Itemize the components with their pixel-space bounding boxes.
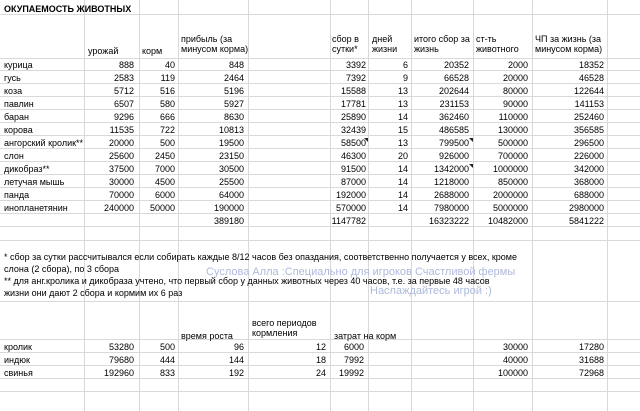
header-yield[interactable]: урожай	[88, 46, 119, 56]
row-gridline	[0, 70, 640, 71]
cell-per-day[interactable]: 25890	[340, 112, 366, 122]
cell-days[interactable]: 14	[397, 190, 408, 200]
cell-yield[interactable]: 192960	[103, 368, 134, 378]
cell-yield[interactable]: 2583	[113, 73, 134, 83]
cell-per-day[interactable]: 3392	[345, 60, 366, 70]
cell-yield[interactable]: 6507	[113, 99, 134, 109]
cell-periods[interactable]: 12	[315, 342, 326, 352]
row-gridline	[0, 187, 640, 188]
cell-per-day[interactable]: 15588	[340, 86, 366, 96]
cell-feed-cost[interactable]: 7992	[343, 355, 364, 365]
cell-profit[interactable]: 2464	[223, 73, 244, 83]
cell-animal[interactable]: баран	[4, 112, 29, 122]
cell-total[interactable]: 7980000	[433, 203, 469, 213]
total-net[interactable]: 5841222	[568, 216, 604, 226]
cell-per-day[interactable]: 570000	[335, 203, 366, 213]
cell-feed[interactable]: 119	[160, 73, 175, 83]
cell-days[interactable]: 14	[397, 112, 408, 122]
cell-per-day[interactable]: 7392	[345, 73, 366, 83]
header-days[interactable]: дней жизни	[372, 34, 398, 54]
cell-animal[interactable]: панда	[4, 190, 30, 200]
comment-indicator[interactable]	[364, 138, 368, 142]
cell-days[interactable]: 15	[397, 125, 408, 135]
cell-cost[interactable]: 90000	[502, 99, 528, 109]
cell-feed[interactable]: 444	[159, 355, 175, 365]
row-gridline	[0, 365, 640, 366]
cell-net[interactable]: 688000	[573, 190, 604, 200]
cell-feed[interactable]: 500	[159, 342, 175, 352]
cell-days[interactable]: 14	[397, 203, 408, 213]
cell-feed[interactable]: 4500	[154, 177, 175, 187]
cell-animal[interactable]: слон	[4, 151, 24, 161]
cell-yield[interactable]: 5712	[113, 86, 134, 96]
footnote-2-line-2[interactable]: жизни они дают 2 сбора и кормим их 6 раз	[4, 288, 183, 298]
header-feed[interactable]: корм	[142, 46, 163, 56]
total-per-day[interactable]: 1147782	[331, 216, 366, 226]
cell-days[interactable]: 13	[397, 138, 408, 148]
cell-net[interactable]: 141153	[574, 99, 604, 109]
cell-animal[interactable]: свинья	[4, 368, 33, 378]
cell-cost[interactable]: 100000	[497, 368, 528, 378]
cell-animal[interactable]: ангорский кролик**	[4, 138, 84, 148]
cell-total[interactable]: 2688000	[433, 190, 469, 200]
cell-grow-time[interactable]: 96	[233, 342, 244, 352]
cell-days[interactable]: 13	[397, 86, 408, 96]
cell-feed[interactable]: 500	[159, 138, 175, 148]
cell-feed[interactable]: 580	[159, 99, 175, 109]
cell-feed[interactable]: 2450	[154, 151, 175, 161]
row-gridline	[0, 200, 640, 201]
cell-net[interactable]: 18352	[578, 60, 604, 70]
row-gridline	[0, 339, 640, 340]
row-gridline	[0, 240, 640, 241]
cell-cost[interactable]: 130000	[497, 125, 528, 135]
cell-feed[interactable]: 6000	[154, 190, 175, 200]
cell-yield[interactable]: 888	[118, 60, 134, 70]
total-harvest[interactable]: 16323222	[428, 216, 469, 226]
cell-yield[interactable]: 30000	[108, 177, 134, 187]
cell-profit[interactable]: 64000	[218, 190, 244, 200]
cell-cost[interactable]: 500000	[497, 138, 528, 148]
cell-profit[interactable]: 25500	[218, 177, 244, 187]
cell-yield[interactable]: 25600	[108, 151, 134, 161]
cell-total[interactable]: 202644	[438, 86, 469, 96]
cell-net[interactable]: 368000	[573, 177, 604, 187]
cell-total[interactable]: 20352	[443, 60, 469, 70]
cell-profit[interactable]: 10813	[218, 125, 244, 135]
cell-yield[interactable]: 9296	[113, 112, 134, 122]
row-gridline	[0, 135, 640, 136]
cell-feed-cost[interactable]: 19992	[338, 368, 364, 378]
cell-total[interactable]: 486585	[438, 125, 469, 135]
row-gridline	[0, 96, 640, 97]
cell-per-day[interactable]: 58500	[340, 138, 366, 148]
cell-profit[interactable]: 848	[228, 60, 244, 70]
cell-profit[interactable]: 30500	[218, 164, 244, 174]
row-gridline	[0, 14, 640, 15]
cell-periods[interactable]: 24	[315, 368, 326, 378]
cell-cost[interactable]: 1000000	[492, 164, 528, 174]
sheet-title[interactable]: ОКУПАЕМОСТЬ ЖИВОТНЫХ	[4, 4, 132, 14]
cell-yield[interactable]: 37500	[108, 164, 134, 174]
cell-per-day[interactable]: 17781	[340, 99, 366, 109]
row-gridline	[0, 226, 640, 227]
cell-animal[interactable]: корова	[4, 125, 33, 135]
cell-yield[interactable]: 53280	[108, 342, 134, 352]
cell-net[interactable]: 122644	[573, 86, 604, 96]
cell-feed[interactable]: 722	[159, 125, 175, 135]
cell-animal[interactable]: кролик	[4, 342, 32, 352]
cell-net[interactable]: 252460	[573, 112, 604, 122]
cell-yield[interactable]: 70000	[108, 190, 134, 200]
cell-feed[interactable]: 50000	[149, 203, 175, 213]
header-feed-cost[interactable]: затрат на корм	[334, 331, 397, 341]
footnote-1-line-2[interactable]: слона (2 сбора), по 3 сбора	[4, 264, 120, 274]
comment-indicator[interactable]	[469, 138, 473, 142]
watermark-line-2: Наслаждайтесь игрой :)	[370, 285, 492, 297]
header-grow-time[interactable]: время роста	[181, 331, 233, 341]
cell-per-day[interactable]: 46300	[340, 151, 366, 161]
cell-profit[interactable]: 8630	[223, 112, 244, 122]
header-per-day[interactable]: сбор в сутки*	[332, 34, 359, 54]
cell-net[interactable]: 31688	[578, 355, 604, 365]
cell-per-day[interactable]: 192000	[335, 190, 366, 200]
cell-feed[interactable]: 833	[159, 368, 175, 378]
cell-profit[interactable]: 5927	[223, 99, 244, 109]
cell-feed[interactable]: 7000	[154, 164, 175, 174]
cell-cost[interactable]: 30000	[502, 342, 528, 352]
cell-total[interactable]: 362460	[438, 112, 469, 122]
comment-indicator[interactable]	[469, 164, 473, 168]
cell-animal[interactable]: инопланетянин	[4, 203, 68, 213]
cell-days[interactable]: 9	[402, 73, 408, 83]
cell-profit[interactable]: 19500	[218, 138, 244, 148]
cell-days[interactable]: 14	[397, 177, 408, 187]
cell-total[interactable]: 1218000	[433, 177, 469, 187]
row-gridline	[0, 161, 640, 162]
row-gridline	[0, 122, 640, 123]
cell-cost[interactable]: 5000000	[492, 203, 528, 213]
row-gridline	[0, 378, 640, 379]
cell-total[interactable]: 1342000	[433, 164, 469, 174]
cell-cost[interactable]: 40000	[502, 355, 528, 365]
cell-yield[interactable]: 79680	[108, 355, 134, 365]
cell-net[interactable]: 342000	[573, 164, 604, 174]
cell-grow-time[interactable]: 144	[228, 355, 244, 365]
cell-days[interactable]: 14	[397, 164, 408, 174]
cell-days[interactable]: 6	[402, 60, 408, 70]
cell-total[interactable]: 231153	[439, 99, 469, 109]
footnote-1-line-1[interactable]: * сбор за сутки рассчитывался если собирать каждые 8/12 часов без опаздания, соответственно получается у всех, кроме	[4, 252, 517, 262]
header-net[interactable]: ЧП за жизнь (за минусом корма)	[535, 34, 603, 54]
cell-animal[interactable]: индюк	[4, 355, 30, 365]
header-profit[interactable]: прибыль (за минусом корма)	[181, 34, 249, 54]
row-gridline	[0, 58, 640, 59]
cell-yield[interactable]: 11535	[109, 125, 134, 135]
cell-days[interactable]: 13	[397, 99, 408, 109]
cell-cost[interactable]: 20000	[502, 73, 528, 83]
cell-feed[interactable]: 40	[164, 60, 175, 70]
column-gridline	[607, 0, 608, 411]
cell-total[interactable]: 799500	[438, 138, 469, 148]
row-gridline	[0, 109, 640, 110]
cell-feed[interactable]: 666	[159, 112, 175, 122]
footnote-2-line-1[interactable]: ** для анг.кролика и дикобраза учтено, что первый сбор у данных животных через 40 часов, т.е. за первые 48 часов	[4, 276, 490, 286]
cell-total[interactable]: 66528	[443, 73, 469, 83]
row-gridline	[0, 213, 640, 214]
cell-net[interactable]: 46528	[578, 73, 604, 83]
cell-per-day[interactable]: 32439	[340, 125, 366, 135]
cell-animal[interactable]: гусь	[4, 73, 21, 83]
cell-net[interactable]: 72968	[578, 368, 604, 378]
header-cost[interactable]: ст-ть животного	[476, 34, 519, 54]
cell-grow-time[interactable]: 192	[228, 368, 244, 378]
cell-cost[interactable]: 2000000	[492, 190, 528, 200]
cell-animal[interactable]: курица	[4, 60, 33, 70]
watermark-line-1: Суслова Алла :Специально для игроков Счастливой фермы	[206, 266, 516, 278]
row-gridline	[0, 391, 640, 392]
row-gridline	[0, 174, 640, 175]
cell-net[interactable]: 356585	[573, 125, 604, 135]
cell-periods[interactable]: 18	[315, 355, 326, 365]
cell-animal[interactable]: летучая мышь	[4, 177, 65, 187]
cell-days[interactable]: 20	[397, 151, 408, 161]
cell-yield[interactable]: 20000	[108, 138, 134, 148]
cell-net[interactable]: 296500	[573, 138, 604, 148]
cell-cost[interactable]: 850000	[497, 177, 528, 187]
cell-feed-cost[interactable]: 6000	[343, 342, 364, 352]
cell-net[interactable]: 17280	[578, 342, 604, 352]
cell-net[interactable]: 2980000	[568, 203, 604, 213]
cell-total[interactable]: 926000	[438, 151, 469, 161]
cell-feed[interactable]: 516	[159, 86, 175, 96]
cell-animal[interactable]: павлин	[4, 99, 34, 109]
total-cost[interactable]: 10482000	[487, 216, 528, 226]
row-gridline	[0, 352, 640, 353]
cell-cost[interactable]: 80000	[502, 86, 528, 96]
cell-cost[interactable]: 700000	[497, 151, 528, 161]
cell-animal[interactable]: коза	[4, 86, 23, 96]
cell-per-day[interactable]: 91500	[340, 164, 366, 174]
cell-cost[interactable]: 110000	[498, 112, 528, 122]
cell-profit[interactable]: 23150	[218, 151, 244, 161]
header-total[interactable]: итого сбор за жизнь	[414, 34, 470, 54]
total-profit[interactable]: 389180	[213, 216, 244, 226]
cell-yield[interactable]: 240000	[103, 203, 134, 213]
cell-profit[interactable]: 190000	[213, 203, 244, 213]
cell-profit[interactable]: 5196	[223, 86, 244, 96]
cell-net[interactable]: 226000	[573, 151, 604, 161]
cell-cost[interactable]: 2000	[507, 60, 528, 70]
row-gridline	[0, 83, 640, 84]
cell-animal[interactable]: дикобраз**	[4, 164, 50, 174]
header-feeding-periods[interactable]: всего периодов кормления	[252, 318, 317, 338]
row-gridline	[0, 148, 640, 149]
cell-per-day[interactable]: 87000	[340, 177, 366, 187]
row-gridline	[0, 301, 640, 302]
